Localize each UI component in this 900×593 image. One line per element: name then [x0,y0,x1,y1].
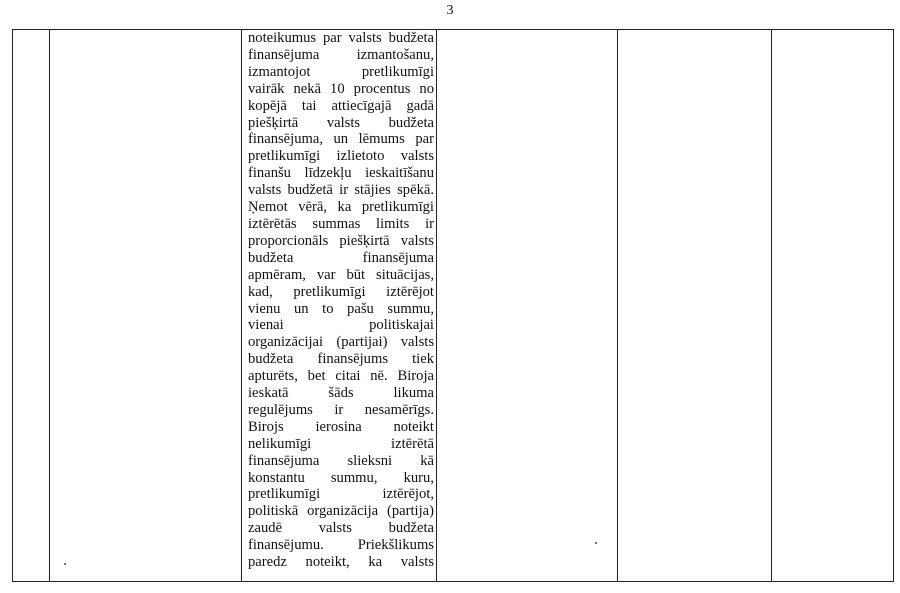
table-cell-col-4 [437,30,618,582]
text-line: pretlikumīgi iztērējot, [248,486,434,503]
text-line: paredz noteikt, ka valsts [248,554,434,571]
text-line: nelikumīgi iztērētā [248,435,434,452]
stray-mark [64,563,66,565]
text-line: zaudē valsts budžeta [248,520,434,537]
stray-mark [595,542,597,544]
text-line: kad, pretlikumīgi iztērējot [248,283,434,300]
text-line: finanšu līdzekļu ieskaitīšanu [248,165,434,182]
text-line: regulējums ir nesamērīgs. [248,401,434,418]
text-line: organizācijai (partijai) valsts [248,334,434,351]
text-line: kopējā tai attiecīgajā gadā [248,97,434,114]
text-line: piešķirtā valsts budžeta [248,114,434,131]
text-line: vienu un to pašu summu, [248,300,434,317]
text-line: budžeta finansējums tiek [248,351,434,368]
table-cell-col-5 [618,30,772,582]
text-line: apturēts, bet citai nē. Biroja [248,368,434,385]
text-line: politiskā organizācija (partija) [248,503,434,520]
text-line: noteikumus par valsts budžeta [248,30,434,46]
table-cell-col-2 [50,30,242,582]
text-line: apmēram, var būt situācijas, [248,266,434,283]
table-cell-col-1 [13,30,50,582]
text-line: pretlikumīgi izlietoto valsts [248,148,434,165]
text-line: finansējumu. Priekšlikums [248,537,434,554]
text-line: Ņemot vērā, ka pretlikumīgi [248,199,434,216]
text-line: ieskatā šāds likuma [248,385,434,402]
proposal-text [242,30,436,571]
text-line: vienai politiskajai [248,317,434,334]
text-line: budžeta finansējuma [248,249,434,266]
text-line: izmantojot pretlikumīgi [248,63,434,80]
text-line: finansējuma slieksni kā [248,452,434,469]
text-line: valsts budžetā ir stājies spēkā. [248,182,434,199]
text-line: konstantu summu, kuru, [248,469,434,486]
table-row [13,30,894,582]
table-cell-col-6 [772,30,894,582]
document-table [12,29,894,582]
text-line: Birojs ierosina noteikt [248,418,434,435]
table-cell-col-3 [242,30,437,582]
text-line: iztērētās summas limits ir [248,215,434,232]
text-line: vairāk nekā 10 procentus no [248,80,434,97]
text-line: finansējuma, un lēmums par [248,131,434,148]
text-line: finansējuma izmantošanu, [248,46,434,63]
page-number: 3 [446,3,454,18]
text-line: proporcionāls piešķirtā valsts [248,232,434,249]
